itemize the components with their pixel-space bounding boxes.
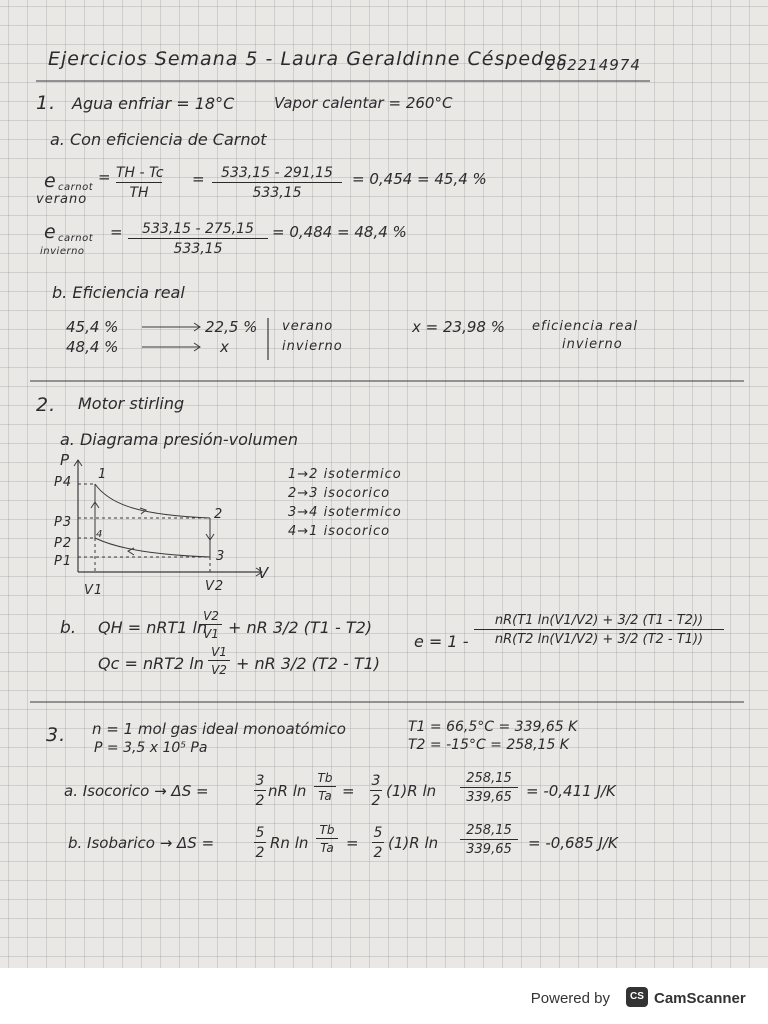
section-2a-heading: a. Diagrama presión-volumen <box>60 430 299 449</box>
tick-p3: P3 <box>54 515 73 530</box>
rule-of-three-right-2: x <box>220 338 229 356</box>
tick-p1: P1 <box>54 554 73 569</box>
camscanner-logo-icon: CS <box>626 987 648 1007</box>
problem-2-title: Motor stirling <box>78 394 185 413</box>
verano-label: verano <box>36 192 88 207</box>
fraction-denominator: Ta <box>318 789 332 803</box>
p3a-result: = -0,411 J/K <box>526 782 616 800</box>
p3-given-p: P = 3,5 x 10⁵ Pa <box>94 740 208 756</box>
p3-t2: T2 = -15°C = 258,15 K <box>408 737 569 753</box>
isotherm-1-2 <box>95 484 210 518</box>
qh-lhs: QH = nRT1 ln <box>98 618 208 637</box>
fraction-numerator: 5 <box>373 825 383 841</box>
x-note-2: invierno <box>562 337 623 352</box>
fraction-denominator: 339,65 <box>466 842 512 857</box>
rule-of-three-right-1: 22,5 % <box>205 318 258 336</box>
equals-sign: = <box>342 782 355 800</box>
fraction-denominator: TH <box>129 185 149 201</box>
qc-rhs: + nR 3/2 (T2 - T1) <box>236 654 381 673</box>
fraction-denominator: V1 <box>203 627 219 641</box>
fraction-denominator: V2 <box>211 663 227 677</box>
axis-p-label: P <box>60 451 70 469</box>
fraction-denominator: 2 <box>373 845 383 861</box>
fraction-numerator: 258,15 <box>466 771 512 786</box>
rule-of-three-left-1: 45,4 % <box>66 318 119 336</box>
p3-t1: T1 = 66,5°C = 339,65 K <box>408 719 578 735</box>
rule-of-three-left-2: 48,4 % <box>66 338 119 356</box>
point-1: 1 <box>98 467 108 482</box>
point-4: 4 <box>96 529 103 540</box>
point-3: 3 <box>216 549 226 564</box>
scanner-footer <box>0 968 768 1024</box>
invierno-note: invierno <box>282 339 343 354</box>
e-subscript: carnot <box>58 182 94 193</box>
p3b-result: = -0,685 J/K <box>528 834 618 852</box>
process-step-4: 4→1 isocorico <box>288 524 391 539</box>
camscanner-brand: CamScanner <box>654 990 746 1007</box>
problem-2-number: 2. <box>36 394 57 416</box>
p3b-mid1: Rn ln <box>270 834 309 852</box>
fraction-numerator: 3 <box>371 773 381 789</box>
p3b-lhs: b. Isobarico → ΔS = <box>68 834 215 852</box>
efficiency-lhs: e = 1 - <box>414 632 469 651</box>
fraction-denominator: nR(T2 ln(V1/V2) + 3/2 (T2 - T1)) <box>494 632 704 647</box>
fraction-numerator: 3 <box>255 773 265 789</box>
tick-v1: V1 <box>84 583 104 598</box>
result-invierno: = 0,484 = 48,4 % <box>272 223 407 241</box>
student-code: 202214974 <box>546 56 641 74</box>
powered-by-text: Powered by <box>530 990 610 1007</box>
fraction-numerator: 5 <box>255 825 265 841</box>
process-step-3: 3→4 isotermico <box>288 505 402 520</box>
invierno-label: invierno <box>40 246 85 257</box>
qc-lhs: Qc = nRT2 ln <box>98 654 204 673</box>
p3a-mid1: nR ln <box>268 782 307 800</box>
fraction-numerator: Tb <box>319 823 335 837</box>
agua-enfriar: Agua enfriar = 18°C <box>72 94 235 113</box>
equals-sign: = <box>346 834 359 852</box>
equals-sign: = <box>98 168 111 186</box>
p3b-mid2: (1)R ln <box>388 834 439 852</box>
fraction-denominator: 533,15 <box>173 241 223 257</box>
isotherm-3-4 <box>95 538 210 557</box>
x-result: x = 23,98 % <box>412 318 505 336</box>
process-step-1: 1→2 isotermico <box>288 467 402 482</box>
fraction-numerator: 258,15 <box>466 823 512 838</box>
result-verano: = 0,454 = 45,4 % <box>352 170 487 188</box>
fraction-numerator: 533,15 - 275,15 <box>142 221 254 237</box>
tick-p4: P4 <box>54 475 73 490</box>
tick-v2: V2 <box>205 579 225 594</box>
fraction-denominator: 2 <box>371 793 381 809</box>
page-title: Ejercicios Semana 5 - Laura Geraldinne Céspedes <box>48 48 568 70</box>
fraction-numerator: V2 <box>203 609 219 623</box>
fraction-numerator: 533,15 - 291,15 <box>221 165 333 181</box>
equals-sign: = <box>110 223 123 241</box>
fraction-denominator: 2 <box>255 793 265 809</box>
tick-p2: P2 <box>54 536 73 551</box>
qh-rhs: + nR 3/2 (T1 - T2) <box>228 618 373 637</box>
fraction-denominator: 339,65 <box>466 790 512 805</box>
e-carnot-symbol-2: e <box>44 221 56 243</box>
section-1a-heading: a. Con eficiencia de Carnot <box>50 130 267 149</box>
fraction-numerator: nR(T1 ln(V1/V2) + 3/2 (T1 - T2)) <box>494 613 704 628</box>
point-2: 2 <box>214 507 224 522</box>
problem-3-number: 3. <box>46 724 67 746</box>
process-step-2: 2→3 isocorico <box>288 486 391 501</box>
verano-note: verano <box>282 319 334 334</box>
fraction-numerator: Tb <box>317 771 333 785</box>
fraction-denominator: 533,15 <box>252 185 302 201</box>
fraction-numerator: V1 <box>211 645 227 659</box>
p3-given-n: n = 1 mol gas ideal monoatómico <box>92 720 346 738</box>
e-carnot-symbol: e <box>44 170 56 192</box>
axis-v-label: V <box>258 564 269 582</box>
section-2b-label: b. <box>60 618 77 638</box>
p3a-mid2: (1)R ln <box>386 782 437 800</box>
e-subscript-2: carnot <box>58 233 94 244</box>
x-note-1: eficiencia real <box>532 319 638 334</box>
p3a-lhs: a. Isocorico → ΔS = <box>64 782 209 800</box>
fraction-denominator: 2 <box>255 845 265 861</box>
vapor-calentar: Vapor calentar = 260°C <box>274 94 453 112</box>
fraction-numerator: TH - Tc <box>116 165 164 181</box>
equals-sign: = <box>192 170 205 188</box>
problem-1-number: 1. <box>36 92 57 114</box>
fraction-denominator: Ta <box>320 841 334 855</box>
section-1b-heading: b. Eficiencia real <box>52 283 185 302</box>
